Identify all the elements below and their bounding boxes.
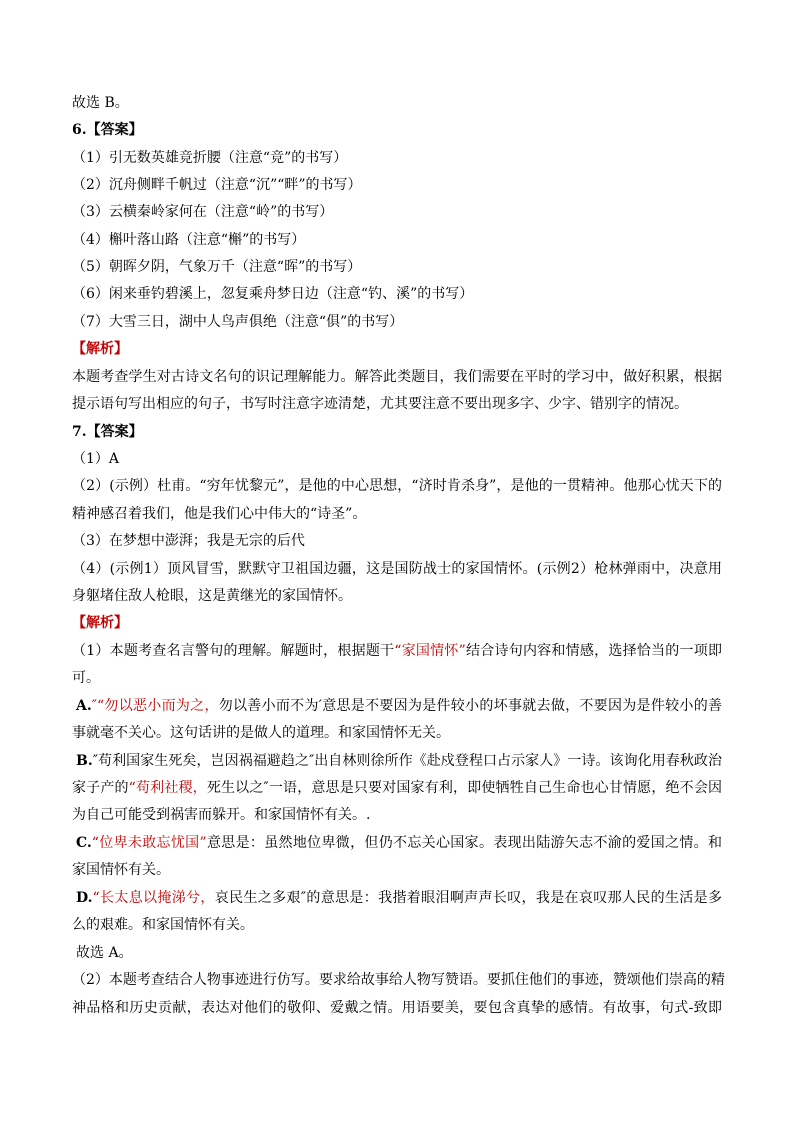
- q6-answer-1: （1）引无数英雄竞折腰（注意“竞”的书写）: [72, 150, 348, 166]
- q6-answer-heading: 6.【答案】: [72, 122, 143, 138]
- option-b-line-2: [72, 779, 722, 797]
- option-b-line-1: [76, 752, 722, 770]
- q7-analysis-1-text-b: 结合诗句内容和情感，选择恰当的一项即: [465, 643, 722, 659]
- q7-answer-2-line-2: 精神感召着我们，他是我们心中伟大的“诗圣”。: [72, 506, 367, 522]
- option-b-label: B.: [76, 753, 93, 769]
- option-d-text: 哀民生之多艰″的意思是：我揩着眼泪啊声声长叹，我是在哀叹那人民的生活是多: [214, 890, 722, 906]
- option-a-text: 勿以善小而不为′意思是不要因为是件较小的坏事就去做，不要因为是件较小的善: [218, 698, 722, 714]
- option-b-text: ″苟利国家生死矣，岂因祸福避趋之″出自林则徐所作《赴戍登程口占示家人》一诗。该询化用春秋政治: [92, 753, 722, 769]
- q7-analysis-1-line-1: [72, 642, 722, 660]
- conclusion-a: 故选 A。: [76, 945, 133, 961]
- option-d-line-2: 么的艰难。和家国情怀有关。: [72, 917, 254, 933]
- q7-analysis-1-text-a: （1）本题考查名言警句的理解。解题时，根据题干: [72, 643, 395, 659]
- q7-answer-heading: 7.【答案】: [72, 424, 143, 440]
- option-b-quote: “苟利社稷，: [128, 780, 207, 796]
- option-c-text: 意思是：虽然地位卑微，但仍不忘关心国家。表现出陆游矢志不渝的爱国之情。和: [206, 835, 722, 851]
- option-a-label: A.: [76, 698, 92, 714]
- q7-analysis-1-keyword: “家国情怀”: [394, 643, 466, 659]
- option-c-line-2: 家国情怀有关。: [72, 862, 170, 878]
- q7-answer-4-line-2: 身躯堵住敌人枪眼，这是黄继光的家国情怀。: [72, 588, 352, 604]
- q7-answer-4-line-1: （4）(示例1）顶风冒雪，默默守卫祖国边疆，这是国防战士的家国情怀。(示例2）枪林弹雨中，决意用: [72, 561, 722, 577]
- q6-analysis-line-2: 提示语句写出相应的句子，书写时注意字迹清楚，尤其要注意不要出现多字、少字、错别字的情况。: [72, 396, 688, 412]
- q6-analysis-heading: 【解析】: [72, 341, 128, 357]
- option-b-line-3: 为自己可能受到祸害而躲开。和家国情怀有关。.: [72, 807, 371, 823]
- option-b-text-2b: 死生以之″一语，意思是只要对国家有利，即使牺牲自己生命也心甘情愿，绝不会因: [206, 780, 722, 796]
- q7-analysis-2-line-1: （2）本题考查结合人物事迹进行仿写。要求给故事给人物写赞语。要抓住他们的事迹，赞颂他们崇高的精: [72, 972, 725, 988]
- q6-answer-4: （4）槲叶落山路（注意“槲”的书写）: [72, 232, 306, 248]
- option-a-line-2: 事就毫不关心。这句话讲的是做人的道理。和家国情怀无关。: [72, 725, 450, 741]
- option-d-line-1: [76, 889, 722, 907]
- option-a-quote: ″“勿以恶小而为之，: [91, 698, 219, 714]
- q6-analysis-line-1: 本题考查学生对古诗文名句的识记理解能力。解答此类题目，我们需要在平时的学习中，做好积累，根据: [72, 369, 722, 385]
- option-c-line-1: [76, 834, 722, 852]
- option-c-quote: “位卑未敢忘忧国”: [91, 835, 207, 851]
- q6-answer-7: （7）大雪三日，湖中人鸟声俱绝（注意“俱”的书写）: [72, 314, 404, 330]
- option-b-text-2a: 家子产的: [72, 780, 129, 796]
- option-d-label: D.: [76, 890, 93, 906]
- q7-analysis-heading: 【解析】: [72, 615, 128, 631]
- option-a-line-1: [76, 697, 722, 715]
- q7-analysis-2-line-2: 神品格和历史贡献，表达对他们的敬仰、爱戴之情。用语要美，要包含真挚的感情。有故事，句式-致即: [72, 1000, 722, 1016]
- q7-analysis-1-line-2: 可。: [72, 670, 100, 686]
- q6-answer-6: （6）闲来垂钓碧溪上，忽复乘舟梦日边（注意“钓、溪”的书写）: [72, 286, 474, 302]
- q6-answer-2: （2）沉舟侧畔千帆过（注意“沉”“畔”的书写）: [72, 177, 362, 193]
- conclusion-b: 故选 B。: [72, 95, 129, 111]
- q6-answer-3: （3）云横秦岭家何在（注意“岭”的书写）: [72, 204, 334, 220]
- q7-answer-2-line-1: （2）(示例）杜甫。“穷年忧黎元”，是他的中心思想，“济时肯杀身”，是他的一贯精神。他那心忧天下的: [72, 478, 722, 494]
- q7-answer-3: （3）在梦想中澎湃；我是无宗的后代: [72, 533, 305, 549]
- q7-answer-1: （1）A: [72, 451, 120, 467]
- option-c-label: C.: [76, 835, 92, 851]
- q6-answer-5: （5）朝晖夕阴，气象万千（注意“晖”的书写）: [72, 259, 362, 275]
- option-d-quote: “长太息以掩涕兮，: [92, 890, 215, 906]
